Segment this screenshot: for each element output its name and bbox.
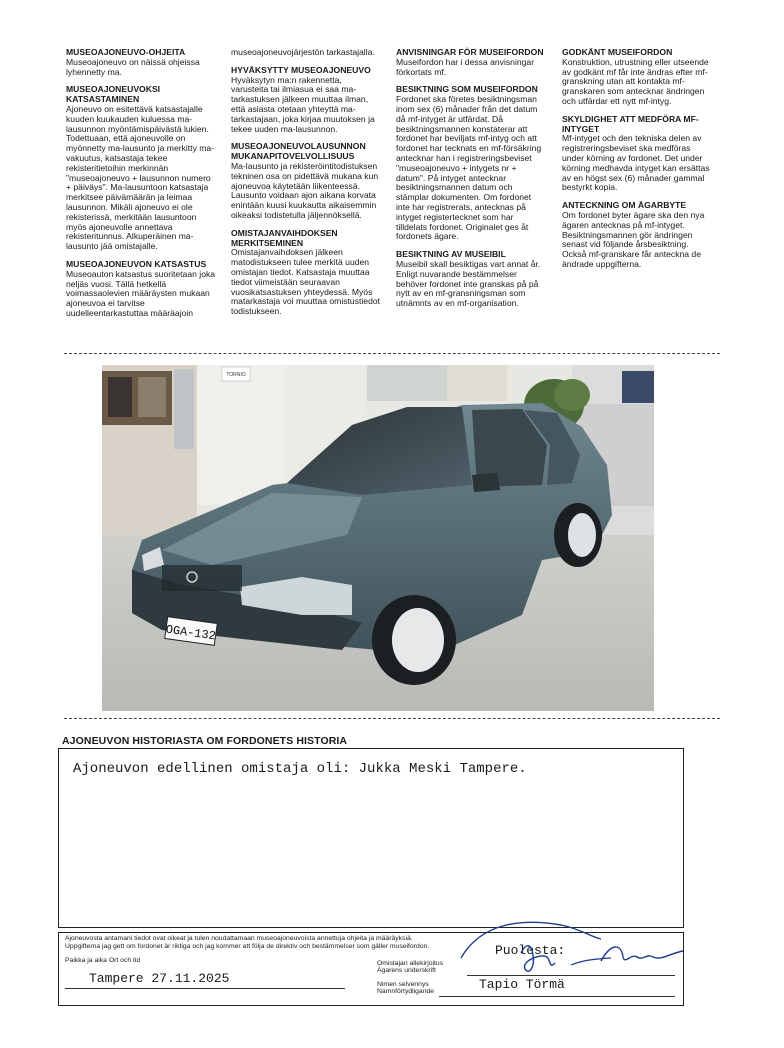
- car-photo-illustration: [102, 365, 654, 711]
- section-heading: MUSEOAJONEUVOKSI KATSASTAMINEN: [66, 84, 161, 105]
- section-text: Mf-intyget och den tekniska delen av registreringsbeviset ska medföras under körning av fordonet. Det under körning medhavda intyget kan ersättas av en högst sex (6) månader gammal bestyrkt kopia.: [562, 133, 710, 193]
- section-heading: BESIKTNING SOM MUSEIFORDON: [396, 84, 538, 95]
- section-heading: OMISTAJANVAIHDOKSEN MERKITSEMINEN: [231, 227, 338, 248]
- signature-box: [58, 932, 684, 1006]
- section-text: museoajoneuvojärjestön tarkastajalla.: [231, 47, 375, 57]
- section-heading: MUSEOAJONEUVOLAUSUNNON MUKANAPITOVELVOLLISUUS: [231, 141, 366, 162]
- place-date-label: Paikka ja aika Ort och tid: [65, 957, 141, 964]
- instruction-column-1: [66, 48, 216, 319]
- history-title: AJONEUVON HISTORIASTA OM FORDONETS HISTORIA: [62, 735, 348, 747]
- section-heading: ANVISNINGAR FÖR MUSEIFORDON: [396, 47, 544, 57]
- name-clarification-value: Tapio Törmä: [479, 977, 565, 992]
- instruction-column-4: [562, 48, 712, 270]
- section-text: Omistajanvaihdoksen jälkeen matodistukseen tulee merkitä uuden omistajan tiedot. Katsastaja muuttaa tiedot viimeistään seuraavan vuosikatsastuksen yhteydessä. Myös matarkastaja voi muuttaa omistustiedot todistukseen.: [231, 247, 381, 317]
- section-heading: GODKÄNT MUSEIFORDON: [562, 47, 673, 57]
- on-behalf-text: Puolesta:: [495, 943, 566, 958]
- section-text: Ajoneuvo on esitettävä katsastajalle kuuden kuukauden kuluessa ma-lausunnon myöntämispäivästä lukien. Todettuaan, että ajoneuvolle on myönnetty ma-lausunto ja merkitty ma-vakuutus, katsastaja tekee rekisteritietoihin merkinnän "museoajoneuvo + lausunnon numero + päiväys". Ma-lausuntoon katsastaja merkitsee päivämäärän ja leimaa lausunnon. Mikäli ajoneuvo ei ole rekisterissä, merkitään lausuntoon myös ajoneuvolle annettava rekisteritunnus. Alkuperäinen ma-lausunto jää omistajalle.: [66, 103, 215, 252]
- section-text: Museifordon har i dessa anvisningar förkortats mf.: [396, 56, 535, 77]
- name-clarification-label-sv: Namnförtydligande: [377, 988, 435, 995]
- brand-sign: TORNIO: [226, 372, 246, 378]
- declaration-sv: Uppgifterna jag gett om fordonet är riktiga och jag kommer att följa de direktiv och bestämmelser som gäller museifordon.: [65, 942, 430, 950]
- section-heading: HYVÄKSYTTY MUSEOAJONEUVO: [231, 64, 371, 75]
- owner-signature-label-sv: Ägarens underskrift: [377, 967, 436, 974]
- section-text: Om fordonet byter ägare ska den nya ägaren antecknas på mf-intyget. Besiktningsmannen gör ändringen senast vid följande årsbesiktning. Också mf-granskare får anteckna de ändrade uppgifterna.: [562, 209, 705, 269]
- cut-line-top: [64, 353, 720, 354]
- history-entry: Ajoneuvon edellinen omistaja oli: Jukka Meski Tampere.: [73, 761, 527, 777]
- section-text: Museoajoneuvo on näissä ohjeissa lyhennetty ma.: [66, 56, 200, 77]
- declaration-note: [65, 935, 505, 950]
- instruction-column-2: [231, 48, 381, 317]
- handwritten-signature: [451, 913, 701, 983]
- car-photo: [102, 365, 654, 711]
- name-clarification-line: [439, 996, 675, 997]
- section-heading: MUSEOAJONEUVON KATSASTUS: [66, 258, 207, 269]
- section-heading: MUSEOAJONEUVO-OHJEITA: [66, 47, 186, 57]
- section-heading: ANTECKNING OM ÄGARBYTE: [562, 200, 687, 211]
- section-text: Konstruktion, utrustning eller utseende av godkänt mf får inte ändras efter mf-granskning utan att kontakta mf-granskaren som antecknar ändringen och utfärdar ett nytt mf-intyg.: [562, 56, 709, 106]
- section-heading: BESIKTNING AV MUSEIBIL: [396, 249, 506, 260]
- section-text: Hyväksytyn ma:n rakennetta, varusteita tai ilmiasua ei saa ma-tarkastuksen jälkeen muuttaa ilman, että asiasta otetaan yhteyttä ma-tarkastajaan, joka kirjaa muutoksen ja tekee uuden ma-lausunnon.: [231, 74, 375, 134]
- section-text: Museoauton katsastus suoritetaan joka neljäs vuosi. Tällä hetkellä voimassaolevien määräysten mukaan ajoneuvoa ei tarvitse uudelleentarkastuttaa määräajoin: [66, 268, 216, 318]
- instruction-column-3: [396, 48, 546, 309]
- license-plate: OGA-132: [164, 622, 217, 644]
- section-heading: SKYLDIGHET ATT MEDFÖRA MF-INTYGET: [562, 113, 699, 134]
- history-box: [58, 748, 684, 928]
- declaration-fi: Ajoneuvosta antamani tiedot ovat oikeat ja tulen noudattamaan museoajoneuvoista annettuja ohjeita ja määräyksiä.: [65, 935, 413, 942]
- place-date-value: Tampere 27.11.2025: [89, 971, 230, 986]
- owner-signature-label-fi: Omistajan allekirjoitus: [377, 960, 444, 967]
- name-clarification-label-fi: Nimen selvennys: [377, 981, 429, 988]
- place-date-line: [65, 988, 345, 989]
- cut-line-bottom: [64, 718, 720, 719]
- section-text: Museibil skall besiktigas vart annat år. Enligt nuvarande bestämmelser behöver fordonet inte granskas på på nytt av en mf-gransningsman som utnämnts av en mf-organisation.: [396, 258, 541, 309]
- section-text: Ma-lausunto ja rekisteröintitodistuksen tekninen osa on pidettävä mukana kun ajoneuvoa käytetään liikenteessä. Lausunto voidaan ajon aikana korvata enintään kuusi kuukautta aikaisemmin oikeaksi todistetulla jäljennöksellä.: [231, 160, 379, 220]
- section-text: Fordonet ska företes besiktningsman inom sex (6) månader från det datum då mf-intyget är utfärdat. Då besiktningsmannen konstaterar att fordonet har beviljats mf-intyg och att fordonet har tecknats en mf-försäkring antecknar han i registreringsbeviset "museoajoneuvo + intygets nr + datum". På intyget antecknar besiktningsmannen datum och stämplar dokumenten. Om fordonet inte har registrerats, antecknas på intyget registertecknet som har tilldelats fordonet. Originalet ges åt fordonets ägare.: [396, 94, 542, 242]
